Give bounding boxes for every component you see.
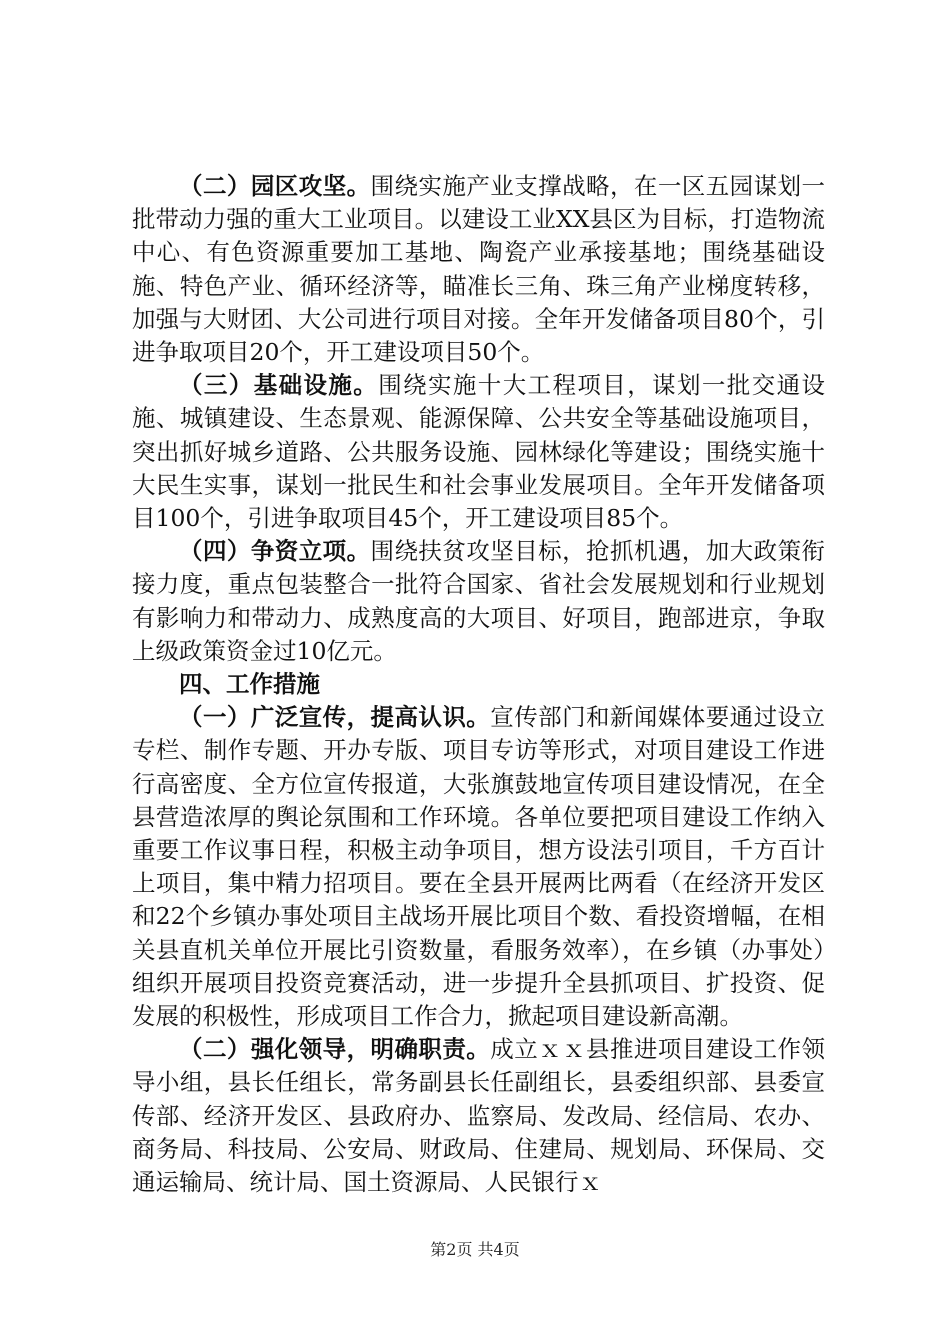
paragraph-lead: （四）争资立项。 <box>179 537 371 566</box>
paragraph-lead: （二）强化领导，明确职责。 <box>179 1035 491 1064</box>
paragraph-publicity <box>132 701 825 1033</box>
paragraph-text: 宣传部门和新闻媒体要通过设立专栏、制作专题、开办专版、项目专访等形式，对项目建设工作进行高密度、全方位宣传报道，大张旗鼓地宣传项目建设情况，在全县营造浓厚的舆论氛围和工作环境。各单位要把项目建设工作纳入重要工作议事日程，积极主动争项目，想方设法引项目，千方百计上项目，集中精力招项目。要在全县开展两比两看（在经济开发区和22个乡镇办事处项目主战场开展比项目个数、看投资增幅，在相关县直机关单位开展比引资数量，看服务效率），在乡镇（办事处）组织开展项目投资竞赛活动，进一步提升全县抓项目、扩投资、促发展的积极性，形成项目工作合力，掀起项目建设新高潮。 <box>132 703 825 1031</box>
paragraph-leadership <box>132 1033 825 1199</box>
paragraph-text: 围绕扶贫攻坚目标，抢抓机遇，加大政策衔接力度，重点包装整合一批符合国家、省社会发展规划和行业规划有影响力和带动力、成熟度高的大项目、好项目，跑部进京，争取上级政策资金过10亿元。 <box>132 537 826 665</box>
paragraph-text: 成立ｘｘ县推进项目建设工作领导小组，县长任组长，常务副县长任副组长，县委组织部、县委宣传部、经济开发区、县政府办、监察局、发改局、经信局、农办、商务局、科技局、公安局、财政局、住建局、规划局、环保局、交通运输局、统计局、国土资源局、人民银行ｘ <box>132 1035 825 1197</box>
paragraph-lead: （二）园区攻坚。 <box>179 172 371 200</box>
section-heading: 四、工作措施 <box>179 670 320 699</box>
paragraph-park-development <box>132 170 825 369</box>
paragraph-funding-projects <box>132 535 825 668</box>
document-body <box>132 170 825 1199</box>
paragraph-text: 围绕实施十大工程项目，谋划一批交通设施、城镇建设、生态景观、能源保障、公共安全等基础设施项目，突出抓好城乡道路、公共服务设施、园林绿化等建设；围绕实施十大民生实事，谋划一批民生和社会事业发展项目。全年开发储备项目100个，引进争取项目45个，开工建设项目85个。 <box>132 371 826 533</box>
paragraph-lead: （三）基础设施。 <box>179 371 379 400</box>
paragraph-lead: （一）广泛宣传，提高认识。 <box>179 703 491 732</box>
paragraph-text: 围绕实施产业支撑战略，在一区五园谋划一批带动力强的重大工业项目。以建设工业XX县区为目标，打造物流中心、有色资源重要加工基地、陶瓷产业承接基地；围绕基础设施、特色产业、循环经济等，瞄准长三角、珠三角产业梯度转移，加强与大财团、大公司进行项目对接。全年开发储备项目80个，引进争取项目20个，开工建设项目50个。 <box>132 172 826 367</box>
paragraph-infrastructure <box>132 369 825 535</box>
page-number-footer: 第2页 共4页 <box>430 1240 520 1259</box>
